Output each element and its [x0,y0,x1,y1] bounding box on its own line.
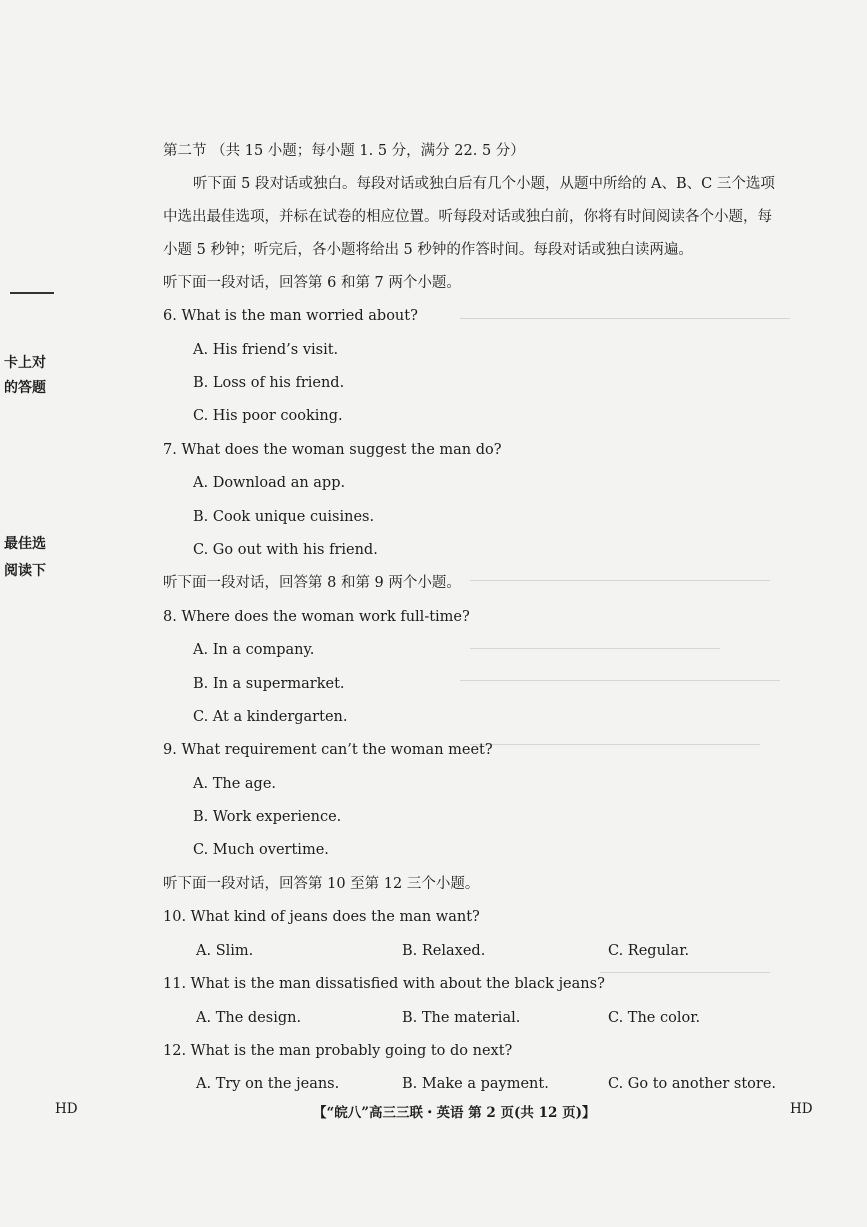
margin-fragment: 阅读下 [4,563,46,579]
answer-option: A. In a company. [193,642,315,658]
answer-option: A. The design. [196,1010,302,1026]
answer-option: B. Cook unique cuisines. [193,509,375,525]
answer-option: C. The color. [608,1010,701,1026]
answer-option: A. Slim. [196,943,254,959]
answer-option: A. Try on the jeans. [196,1076,340,1092]
bleed-through-line [460,318,790,319]
answer-option: B. In a supermarket. [193,676,345,692]
answer-option: B. Make a payment. [402,1076,549,1092]
instruction-line: 小题 5 秒钟；听完后，各小题将给出 5 秒钟的作答时间。每段对话或独白读两遍。 [163,242,693,258]
answer-option: B. Work experience. [193,809,342,825]
bleed-through-line [600,972,770,973]
section-heading: 第二节 （共 15 小题；每小题 1. 5 分，满分 22. 5 分） [163,143,525,159]
question-stem: 8. Where does the woman work full-time? [163,609,470,625]
question-stem: 11. What is the man dissatisfied with about the black jeans? [163,976,605,992]
answer-option: C. His poor cooking. [193,408,343,424]
bleed-through-line [470,648,720,649]
question-stem: 6. What is the man worried about? [163,308,418,324]
instruction-line: 中选出最佳选项，并标在试卷的相应位置。听每段对话或独白前，你将有时间阅读各个小题，每 [163,209,772,225]
margin-rule [10,292,54,294]
answer-option: B. Loss of his friend. [193,375,345,391]
footer-page-info: 【“皖八”高三三联・英语 第 2 页(共 12 页)】 [313,1105,596,1121]
answer-option: C. Much overtime. [193,842,329,858]
bleed-through-line [460,680,780,681]
answer-option: C. Go out with his friend. [193,542,378,558]
answer-option: C. Go to another store. [608,1076,777,1092]
question-stem: 10. What kind of jeans does the man want? [163,909,480,925]
question-stem: 7. What does the woman suggest the man do? [163,442,502,458]
group-intro: 听下面一段对话，回答第 6 和第 7 两个小题。 [163,275,461,291]
answer-option: C. At a kindergarten. [193,709,348,725]
bleed-through-line [470,580,770,581]
question-stem: 12. What is the man probably going to do next? [163,1043,513,1059]
answer-option: B. Relaxed. [402,943,486,959]
margin-fragment: 最佳选 [4,536,46,552]
answer-option: A. Download an app. [193,475,346,491]
answer-option: A. His friend’s visit. [193,342,339,358]
instruction-line: 听下面 5 段对话或独白。每段对话或独白后有几个小题，从题中所给的 A、B、C 三个选项 [193,176,775,192]
answer-option: C. Regular. [608,943,690,959]
margin-fragment: 卡上对 [4,355,46,371]
answer-option: A. The age. [193,776,277,792]
question-stem: 9. What requirement can’t the woman meet? [163,742,493,758]
margin-fragment: 的答题 [4,380,46,396]
bleed-through-line [470,744,760,745]
footer-code-left: HD [55,1101,78,1117]
group-intro: 听下面一段对话，回答第 10 至第 12 三个小题。 [163,876,480,892]
group-intro: 听下面一段对话，回答第 8 和第 9 两个小题。 [163,575,461,591]
answer-option: B. The material. [402,1010,521,1026]
footer-code-right: HD [790,1101,813,1117]
